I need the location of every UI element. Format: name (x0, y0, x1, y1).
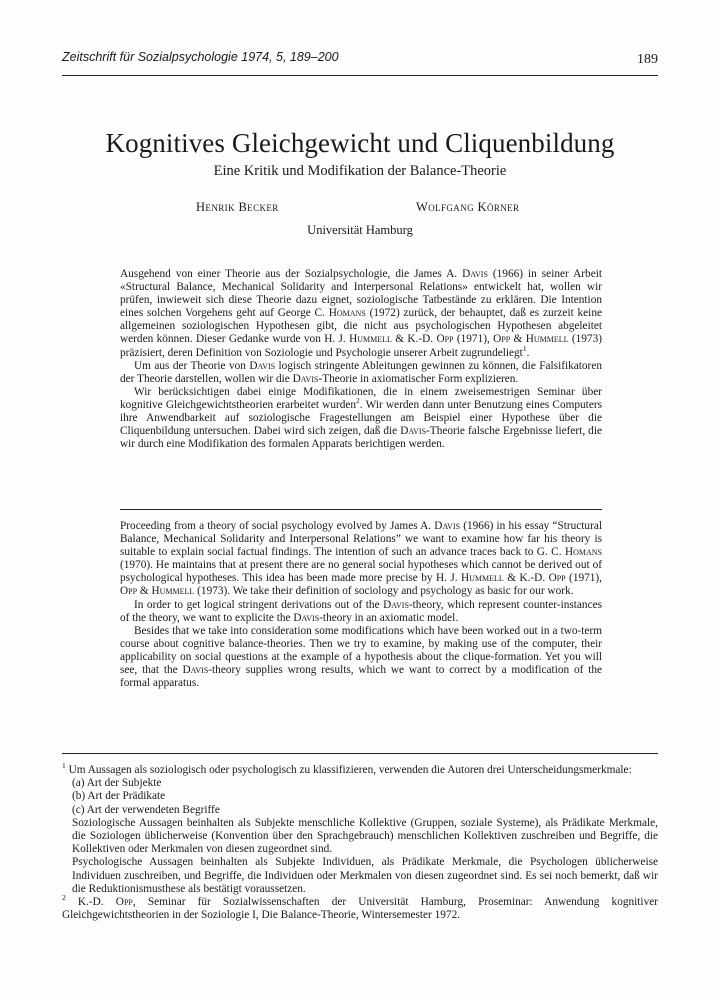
author-1: Henrik Becker (196, 200, 279, 214)
german-abstract (120, 268, 602, 451)
running-header (62, 50, 658, 68)
footnote-1: $^1$ Um Aussagen als soziologisch oder psychologisch zu klassifizieren, verwenden die Autoren drei Unterscheidungsmerkmale: (a) Art der Subjekte (b) Art der Prädikate (c) Art der verwendeten Begriffe Soziologische Aussagen beinhalten als Subjekte menschliche Kollektive (Gruppen, soziale Systeme), als Prädikate Merkmale, die Soziologen üblicherweise (Konvention über den Sprachgebrauch) menschlichen Kollektiven zuschreiben und Begriffe, die Kollektiven oder Merkmalen von diesen zugeordnet sind. Psychologische Aussagen beinhalten als Subjekte Individuen, als Prädikate Merkmale, die Psychologen üblicherweise Individuen zuschreiben, und Begriffe, die Individuen oder Merkmalen von diesen zugeordnet sind. Es sei noch bemerkt, daß wir die Reduktionismusthese als bestätigt voraussetzen. (62, 761, 658, 895)
abstract-divider (120, 509, 602, 510)
affiliation: Universität Hamburg (307, 223, 413, 237)
footnote-paragraph: Psychologische Aussagen beinhalten als Subjekte Individuen, als Prädikate Merkmale, die Psychologen üblicherweise Individuen zuschreiben, und Begriffe, die Individuen oder Merkmalen von diesen zugeordnet sind. Es sei noch bemerkt, daß wir die Reduktionismusthese als bestätigt voraussetzen. (72, 856, 658, 895)
footnote-ref-1[interactable]: 1 (522, 343, 527, 353)
footnotes (62, 761, 658, 922)
footnote-2: $^2$ K.-D. Opp, Seminar für Sozialwissenschaften der Universität Hamburg, Proseminar: Anwendung kognitiver Gleichgewichtstheorien in der Soziologie I, Die Balance-Theorie, Wintersemester 1972. (62, 893, 658, 922)
footnote-paragraph: Soziologische Aussagen beinhalten als Subjekte menschliche Kollektive (Gruppen, soziale Systeme), als Prädikate Merkmale, die Soziologen üblicherweise (Konvention über den Sprachgebrauch) menschlichen Kollektiven zuschreiben und Begriffe, die Kollektiven oder Merkmalen von diesen zugeordnet sind. (72, 816, 658, 856)
article-title: Kognitives Gleichgewicht und Cliquenbildung (105, 128, 615, 158)
german-abstract-paragraph: Wir berücksichtigen dabei einige Modifikationen, die in einem zweisemestrigen Seminar über kognitive Gleichgewichtstheorien erarbeitet wurden$^2$. Wir werden dann unter Benutzung eines Computers ihre Anwendbarkeit auf soziologische Fragestellungen am Beispiel einer Hypothese über die Cliquenbildung untersuchen. Dabei wird sich zeigen, daß die Davis-Theorie falsche Ergebnisse liefert, die wir durch eine Modifikation des formalen Apparats berichtigen werden. (120, 385, 602, 451)
footnote-ref-2[interactable]: 2 (356, 396, 360, 406)
german-abstract-paragraph: Ausgehend von einer Theorie aus der Sozialpsychologie, die James A. Davis (1966) in seiner Arbeit «Structural Balance, Mechanical Solidarity and Interpersonal Relations» entwickelt hat, wollen wir prüfen, inwieweit sich diese Theorie dazu eignet, soziologische Tatbestände zu erklären. Die Intention eines solchen Vorgehens geht auf George C. Homans (1972) zurück, der behauptet, daß es zurzeit keine allgemeinen soziologischen Hypothesen gibt, die nicht aus psychologischen Hypothesen abgeleitet werden können. Dieser Gedanke wurde von H. J. Hummell & K.-D. Opp (1971), Opp & Hummell (1973) präzisiert, deren Definition von Soziologie und Psychologie unserer Arbeit zugrundeliegt$^1$. (120, 268, 602, 359)
header-rule (62, 75, 658, 76)
english-abstract-paragraph: In order to get logical stringent derivations out of the Davis-theory, which represent counter-instances of the theory, we want to explicite the Davis-theory in an axiomatic model. (120, 598, 602, 624)
article-subtitle: Eine Kritik und Modifikation der Balance-Theorie (213, 163, 507, 179)
english-abstract (120, 520, 602, 690)
footnote-list-item: (a) Art der Subjekte (72, 777, 162, 790)
footnote-list-item: (b) Art der Prädikate (72, 790, 166, 803)
footnote-divider (62, 753, 658, 754)
english-abstract-paragraph: Proceeding from a theory of social psychology evolved by James A. Davis (1966) in his essay “Structural Balance, Mechanical Solidarity and Interpersonal Relations” we want to examine how far his theory is suitable to explain social factual findings. The intention of such an advance traces back to G. C. Homans (1970). He maintains that at present there are no general social hypotheses which cannot be derived out of psychological hypotheses. This idea has been made more precise by H. J. Hummell & K.-D. Opp (1971), Opp & Hummell (1973). We take their definition of sociology and psychology as basic for our work. (120, 520, 602, 598)
author-2: Wolfgang Körner (416, 200, 520, 214)
english-abstract-paragraph: Besides that we take into consideration some modifications which have been worked out in a two-term course about cognitive balance-theories. Then we try to examine, by making use of the computer, their applicability on social questions at the example of a hypothesis about the clique-formation. Yet you will see, that the Davis-theory supplies wrong results, which we want to correct by a modification of the formal apparatus. (120, 624, 602, 690)
footnote-list-item: (c) Art der verwendeten Begriffe (72, 803, 220, 816)
journal-citation: Zeitschrift für Sozialpsychologie 1974, 5, 189–200 (62, 50, 339, 64)
german-abstract-paragraph: Um aus der Theorie von Davis logisch stringente Ableitungen gewinnen zu können, die Falsifikatoren der Theorie darstellen, wollen wir die Davis-Theorie in axiomatischer Form explizieren. (120, 359, 602, 385)
page-number: 189 (637, 52, 658, 67)
